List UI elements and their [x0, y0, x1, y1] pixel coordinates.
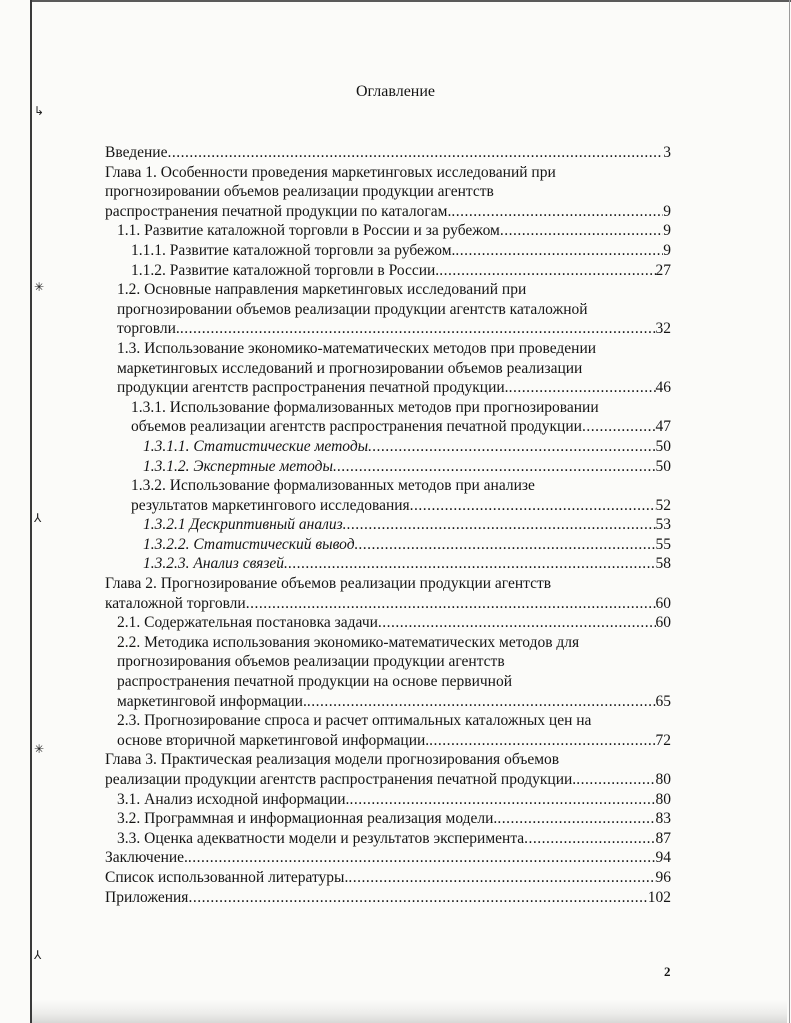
toc-entry-text: 1.1.1. Развитие каталожной торговли за рубежом.: [131, 241, 456, 259]
toc-entry-text: распространения печатной продукции по каталогам.: [105, 202, 452, 220]
toc-entry[interactable]: [105, 868, 671, 888]
toc-leader-dots: [500, 221, 663, 241]
toc-entry-text: прогнозирования объемов реализации продукции агентств: [117, 653, 505, 671]
toc-entry[interactable]: [105, 241, 671, 261]
toc-entry-text: 1.1.2. Развитие каталожной торговли в России.: [131, 261, 440, 279]
toc-page-number: 94: [655, 849, 671, 867]
toc-entry-text: распространения печатной продукции на основе первичной: [117, 673, 513, 691]
toc-leader-dots: [358, 535, 655, 555]
toc-page-number: 9: [663, 241, 671, 259]
toc-entry[interactable]: [105, 515, 671, 535]
toc-entry-text: Приложения: [105, 888, 189, 906]
binding-hole-mark-icon: ✳: [34, 280, 45, 294]
toc-leader-dots: [378, 613, 656, 633]
toc-leader-dots: [167, 143, 663, 163]
toc-leader-dots: [509, 378, 656, 398]
toc-entry-text: 3.1. Анализ исходной информации.: [117, 790, 350, 808]
toc-page-number: 72: [655, 731, 671, 749]
toc-leader-dots: [307, 692, 656, 712]
toc-entry-text: 1.3.1. Использование формализованных методов при прогнозировании: [131, 398, 599, 416]
toc-entry-text: Список использованной литературы.: [105, 868, 349, 886]
toc-entry[interactable]: [105, 398, 671, 437]
binding-hole-mark-icon: ✳: [34, 742, 45, 756]
toc-entry-text: каталожной торговли: [105, 594, 246, 612]
toc-entry[interactable]: [105, 554, 671, 574]
toc-page-number: 58: [655, 555, 671, 573]
toc-page-number: 83: [655, 810, 671, 828]
toc-leader-dots: [188, 848, 656, 868]
toc-entry-text: 1.3. Использование экономико-математических методов при проведении: [117, 339, 597, 357]
toc-page-number: 102: [647, 888, 671, 906]
scan-edge-left: [30, 0, 32, 1023]
toc-leader-dots: [372, 437, 655, 457]
table-of-contents: [105, 143, 671, 907]
toc-entry-text: результатов маркетингового исследования: [131, 496, 410, 514]
toc-leader-dots: [188, 888, 647, 908]
toc-leader-dots: [410, 496, 656, 516]
toc-entry-text: продукции агентств распространения печатной продукции.: [117, 379, 509, 397]
toc-leader-dots: [439, 261, 655, 281]
toc-entry-text: 1.1. Развитие каталожной торговли в России и за рубежом: [117, 222, 500, 240]
toc-entry-text: 2.3. Прогнозирование спроса и расчет оптимальных каталожных цен на: [117, 712, 592, 730]
toc-entry-text: Глава 3. Практическая реализация модели прогнозирования объемов: [105, 751, 560, 769]
toc-entry[interactable]: [105, 711, 671, 750]
toc-entry-text: 3.2. Программная и информационная реализация модели.: [117, 810, 498, 828]
toc-entry-text: реализации продукции агентств распространения печатной продукции.: [105, 771, 577, 788]
toc-entry[interactable]: [105, 143, 671, 163]
toc-entry[interactable]: [105, 280, 671, 339]
toc-page-number: 47: [655, 418, 671, 436]
toc-page-number: 55: [655, 535, 671, 553]
toc-page-number: 80: [655, 771, 671, 788]
toc-page-number: 80: [655, 790, 671, 808]
toc-entry-text: объемов реализации агентств распространения печатной продукции: [131, 418, 582, 436]
scan-edge-right: [789, 0, 790, 1023]
toc-entry-text: маркетинговой информации.: [117, 692, 307, 710]
toc-page-number: 27: [655, 261, 671, 279]
toc-entry[interactable]: [105, 848, 671, 868]
toc-entry[interactable]: [105, 633, 671, 711]
toc-entry[interactable]: [105, 437, 671, 457]
toc-leader-dots: [576, 770, 655, 790]
toc-entry[interactable]: [105, 163, 671, 222]
toc-entry[interactable]: [105, 888, 671, 908]
toc-leader-dots: [497, 809, 655, 829]
toc-page-number: 53: [655, 516, 671, 534]
toc-entry-text: Введение: [105, 144, 168, 161]
binding-hole-mark-icon: ↳: [34, 104, 45, 118]
toc-page-number: 52: [655, 496, 671, 514]
toc-entry-text: Глава 2. Прогнозирование объемов реализации продукции агентств: [105, 575, 552, 593]
toc-entry-text: 1.3.1.1. Статистические методы.: [143, 437, 373, 455]
toc-entry[interactable]: [105, 476, 671, 515]
toc-page-number: 87: [655, 829, 671, 847]
toc-page-number: 60: [655, 594, 671, 612]
toc-entry-text: Заключение.: [105, 849, 188, 867]
toc-entry-text: прогнозировании объемов реализации продукции агентств: [105, 183, 494, 201]
page-title: Оглавление: [355, 83, 436, 100]
toc-leader-dots: [288, 554, 656, 574]
toc-entry-text: Глава 1. Особенности проведения маркетинговых исследований при: [105, 163, 556, 181]
toc-page-number: 65: [655, 692, 671, 710]
toc-page-number: 50: [655, 457, 671, 475]
toc-entry-text: 2.2. Методика использования экономико-математических методов для: [117, 633, 580, 651]
toc-page-number: 60: [655, 614, 671, 632]
toc-entry[interactable]: [105, 535, 671, 555]
toc-leader-dots: [337, 457, 656, 477]
toc-entry[interactable]: [105, 339, 671, 398]
toc-page-number: 32: [655, 320, 671, 338]
toc-leader-dots: [348, 868, 655, 888]
toc-entry[interactable]: [105, 790, 671, 810]
toc-leader-dots: [429, 731, 655, 751]
scan-edge-top: [30, 0, 791, 2]
toc-entry-text: 3.3. Оценка адекватности модели и результатов эксперимента: [117, 829, 525, 847]
toc-leader-dots: [524, 829, 655, 849]
toc-page-number: 9: [663, 222, 671, 240]
scan-shadow-bottom: [32, 1000, 787, 1023]
toc-page-number: 9: [663, 202, 671, 220]
toc-entry[interactable]: [105, 829, 671, 849]
toc-entry-text: 1.3.2.1 Дескриптивный анализ.: [143, 516, 347, 534]
toc-entry[interactable]: [105, 613, 671, 633]
toc-entry-text: 1.2. Основные направления маркетинговых исследований при: [117, 281, 527, 299]
binding-hole-mark-icon: ⅄: [34, 511, 42, 525]
toc-entry[interactable]: [105, 574, 671, 613]
toc-entry-text: 2.1. Содержательная постановка задачи: [117, 614, 378, 632]
toc-entry[interactable]: [105, 750, 671, 789]
toc-leader-dots: [180, 319, 656, 339]
toc-entry[interactable]: [105, 457, 671, 477]
toc-page-number: 46: [655, 379, 671, 397]
toc-entry[interactable]: [105, 809, 671, 829]
toc-page-number: 96: [655, 868, 671, 886]
toc-entry-text: торговли.: [117, 320, 180, 338]
toc-entry-text: 1.3.2.3. Анализ связей.: [143, 555, 288, 573]
toc-leader-dots: [246, 594, 656, 614]
toc-entry-text: 1.3.2.2. Статистический вывод.: [143, 535, 359, 553]
toc-leader-dots: [582, 417, 656, 437]
toc-entry-text: маркетинговых исследований и прогнозировании объемов реализации: [117, 359, 583, 377]
toc-leader-dots: [347, 515, 656, 535]
toc-leader-dots: [349, 790, 655, 810]
page-number: 2: [664, 964, 671, 979]
toc-entry[interactable]: [105, 261, 671, 281]
toc-entry-text: прогнозировании объемов реализации продукции агентств каталожной: [117, 300, 588, 318]
toc-entry-text: 1.3.2. Использование формализованных методов при анализе: [131, 477, 535, 495]
toc-entry-text: 1.3.1.2. Экспертные методы.: [143, 457, 337, 475]
toc-entry-text: основе вторичной маркетинговой информации.: [117, 731, 430, 749]
toc-page-number: 3: [663, 144, 671, 161]
toc-page-number: 50: [655, 437, 671, 455]
toc-leader-dots: [451, 202, 663, 222]
toc-entry[interactable]: [105, 221, 671, 241]
binding-hole-mark-icon: ⅄: [34, 948, 42, 962]
toc-leader-dots: [455, 241, 663, 261]
